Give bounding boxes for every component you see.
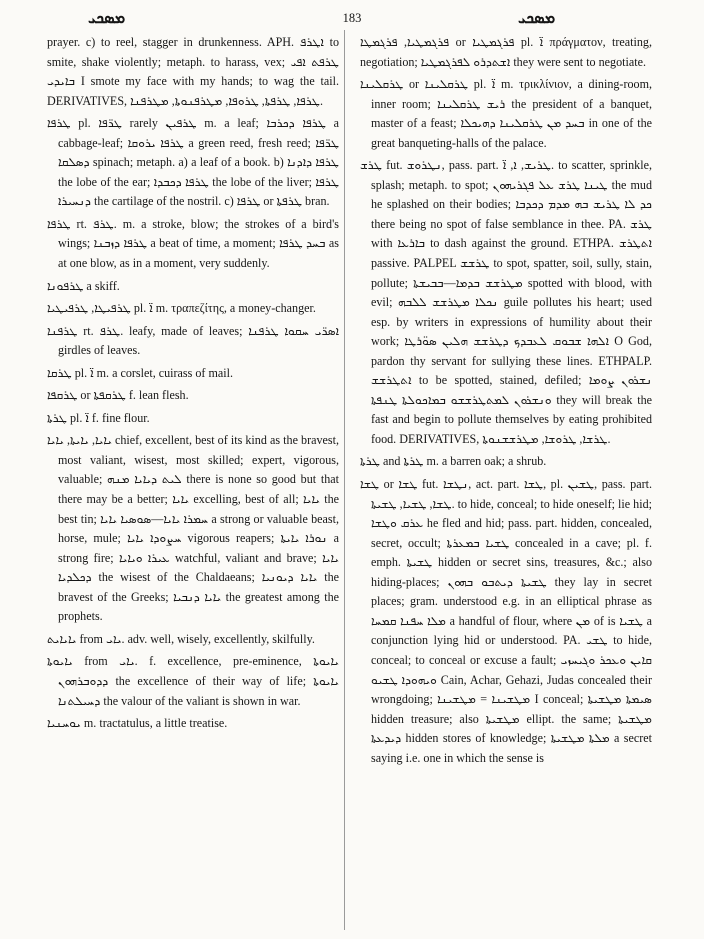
dictionary-entry: ܛܫܐ or ܛܫܐ fut. ܢܛܫܐ, act. part. ܛܫܐ, pl. ܛܫܝܢ, pass. part. ܛܫܐ, ܛܫܝܐ, ܛܫܝܬܐ. to hide, conceal; to hide oneself; lie hid; ܥܪܩ ܘܛܫܐ he fled and hid; pass. part. hidden, concealed, secret, occult; ܛܫܝܐ ܒܡܥܪܬܐ concealed in a cave; pl. f. emph. ܛܫܝܬܐ hidden or secret sins, treasures, &c.; also hiding-places; ܛܫܝܬܐ ܕܝܬܒܘ ܒܗܘܢ they lay in secret places; gram. understood e.g. in an elliptical phrase as ܡܠܐ ܚܦܢܐ ܩܡܚܐ a handful of flour, where ܡܢ of is ܛܫܝܐ a conjunction lying hid or understood. PA. ܛܫܝ to hide, conceal; to conceal or excuse a fault; ܩܐܝܢ ܘܥܟܪ ܘܓܝܚܙܝ ܘܝܗܘܕܐ ܛܫܝܘ Cain, Achar, Gehazi, Judas concealed their wrongdoing; ܡܛܫܝܢܐ = ܡܛܫܝܢܐ I conceal; ܣܝܡܬܐ ܡܛܫܝܬܐ hidden treasure; also ܡܛܫܝܬܐ ellipt. the same; ܡܛܫܝܬܐ ܕܝܕܥܬܐ hidden stores of knowledge; ܡܠܬܐ ܡܛܫܝܬܐ a secret saying i.e. one in which the sense is — [360, 477, 652, 765]
dictionary-entry: ܛܪܩܠܝܢܐ or ܛܪܩܠܝܢܐ pl. ܐ̈ m. τρικλίνιον, a dining-room, inner room; ܪܝܫ ܛܪܩܠܝܢܐ the president of a banquet, master of a feast; ܒܚܕ ܡܢ ܛܪܩܠܝܢܐ ܕܗܝܟܠܐ in one of the great banqueting-halls of the palace. — [360, 77, 653, 150]
dictionary-entry: prayer. c) to reel, stagger in drunkenness. APH. ܐܛܪܦ to smite, shake violently; metaph. to harass, vex; ܛܪܦܬ ܐܦܝ ܒܐܝܕܝ I smote my face with my hands; to wag the tail. DERIVATIVES, ܛܪܦܐ, ܛܪܦܬܐ, ܛܪܘܦܐ, ܡܛܪܦܢܘܬܐ, ܡܛܪܦܢܐ. — [47, 35, 339, 108]
dictionary-entry: ܛܪܦܐ rt. ܛܪܦ. m. a stroke, blow; the strokes of a bird's wings; ܛܪܦܐ ܕܙܒܢܐ a beat of time, a moment; ܒܚܕ ܛܪܦܐ as at one blow, as in a moment, very suddenly. — [47, 216, 339, 271]
dictionary-entry: ܛܪܬܐ pl. ܐ̈ f. fine flour. — [47, 410, 150, 425]
dictionary-entry: ܛܪܦܢܐ rt. ܛܪܦ. leafy, made of leaves; ܐܣܪ̈ܝ ܚܩܘܐ ܛܪܦܢܐ girdles of leaves. — [47, 323, 339, 358]
dictionary-entry: ܛܪܩܦܐ or ܛܪܩܦܬܐ f. lean flesh. — [47, 388, 189, 403]
dictionary-entry: ܛܪܬܐ and ܛܪܬܐ m. a barren oak; a shrub. — [360, 454, 547, 469]
column-divider — [344, 30, 345, 930]
dictionary-entry: ܦܪܓܡܛܝܐ, ܦܪܓܡܛܐ or ܦܪܓܡܛܝܐ pl. ܐ̈ πράγματον, treating, negotiation; ܐܫܬܕܪܘ ܠܦܪܓܡܛܝܐ they were sent to negotiate. — [360, 35, 652, 69]
dictionary-entry: ܛܪܦܐ pl. ܛܪ̈ܦܐ rarely ܛܪܦܝܢ m. a leaf; ܛܪܦܐ ܕܟܪܒܐ a cabbage-leaf; ܛܪܦܐ ܝܪܘܩܐ a green reed, fresh reed; ܛܪ̈ܦܐ ܕܣܠܩܐ spinach; metaph. a) a leaf of a book. b) ܛܪܦܐ ܕܐܕܢܐ the lobe of the ear; ܛܪܦܐ ܕܟܒܕܐ the lobe of the liver; ܛܪܦܐ ܕܢܚܝܪܐ the cartilage of the nostril. c) ܛܪܦܐ or ܛܪܦܬܐ bran. — [47, 116, 340, 209]
left-column — [47, 33, 339, 737]
dictionary-entry: ܛܪܩܐ pl. ܐ̈ m. a corslet, cuirass of mail. — [47, 365, 233, 380]
page-header — [0, 8, 704, 34]
dictionary-entry: ܝܘܚܢܝܐ m. tractatulus, a little treatise. — [47, 716, 228, 731]
right-column — [360, 33, 652, 771]
dictionary-entry: ܛܪܦܘܢܐ a skiff. — [47, 278, 120, 293]
dictionary-entry: ܝܐܝܘܬܐ from ܝܐܝ. f. excellence, pre-eminence, ܝܐܝܘܬܐ ܕܕܘܒܪܗܘܢ the excellence of their way of life; ܝܐܝܘܬܐ ܕܚܝܠܬܢܐ the valour of the valiant is shown in war. — [47, 654, 339, 708]
dictionary-entry: ܝܐܝܐܝܬ from ܝܐܝ. adv. well, wisely, excellently, skilfully. — [47, 631, 315, 646]
running-head-left: ܡܣܟܝ — [88, 8, 126, 27]
running-head-right: ܡܣܟܝ — [518, 8, 556, 27]
dictionary-entry: ܛܪܫ fut. ܢܛܪܘܫ, pass. part. ܛܪܝܫ, ܐ, ܐ̈. to scatter, sprinkle, splash; metaph. to spot; ܛܝܢܐ ܛܪܫ ܥܠ ܦܓܪܝܗܘܢ the mud he splashed on their bodies; ܟܕ ܠܐ ܛܪܝܫ ܒܗ ܡܕܡ ܕܟܕܒܐ there being no spot of false semblance in thee. PA. ܛܪܫ with ܒܐܪܥܐ to dash against the ground. ETHPA. ܐܬܛܪܫ passive. PALPEL ܛܪܫܫ to spot, spatter, soil, sully, stain, pollute; ܡܛܪܫܫ ܒܕܡܐ—ܒܒܝܫܬܐ spotted with blood, with evil; ܢܟܠܐ ܡܛܪܫܫ ܠܠܒܗ guile pollutes his heart; used esp. by writers in expressions of humility about their work; ܐܠܗܐ ܫܒܘܩ ܠܥܒܕܟ ܕܛܪܫܫ ܗܠܝܢ ܣܘ̈ܪܛܐ O God, pardon thy servant for sullying these lines. ETHPALP. ܐܬܛܪܫܫ to be spotted, stained, defiled; ܢܫܪܘܢ ܨܘܡܐ ܘܢܫܪܘܢ ܠܡܬܛܪܫܫܘ ܒܡܐܟܘܠܬܐ ܛܢܦܬܐ they will break the fast and begin to pollute themselves by eating prohibited food. DERIVATIVES, ܛܪܫܐ, ܛܪܘܫܐ, ܡܛܪܫܫܢܘܬܐ. — [360, 158, 653, 446]
page-number: 183 — [342, 11, 362, 25]
dictionary-entry: ܝܐܝܐ, ܝܐܝܬܐ, ܝܐܝܐ chief, excellent, best of its kind as the bravest, most valiant, wisest, most skilled; expert, vigorous, valuable; ܠܝܬ ܕܝܐܝܐ ܡܢܗ there is none so good but that there may be a better; ܝܐܝܐ excelling, best of all; ܝܐܝܐ the best tin; ܚܡܪܐ ܝܐܝܐ—ܣܘܣܝܐ ܝܐܝܐ a strong or valuable beast, horse, mule; ܚܨܘܕܐ ܝܐܝܐ vigorous reapers; ܢܘܪܐ ܝܐܝܬܐ a strong fire; ܥܝܪܐ ܘܝܐܝܐ watchful, valiant and brave; ܝܐܝܐ ܕܟܠܕܝܐ the wisest of the Chaldaeans; ܝܐܝܐ ܕܝܘܢܝܐ the bravest of the Greeks; ܝܐܝܐ ܕܢܒܝܐ the greatest among the prophets. — [47, 433, 339, 624]
dictionary-entry: ܛܪܦܝܛܐ, ܛܪܦܝܛܝܐ pl. ܐ̈ m. τραπεζίτης, a money-changer. — [47, 301, 316, 316]
